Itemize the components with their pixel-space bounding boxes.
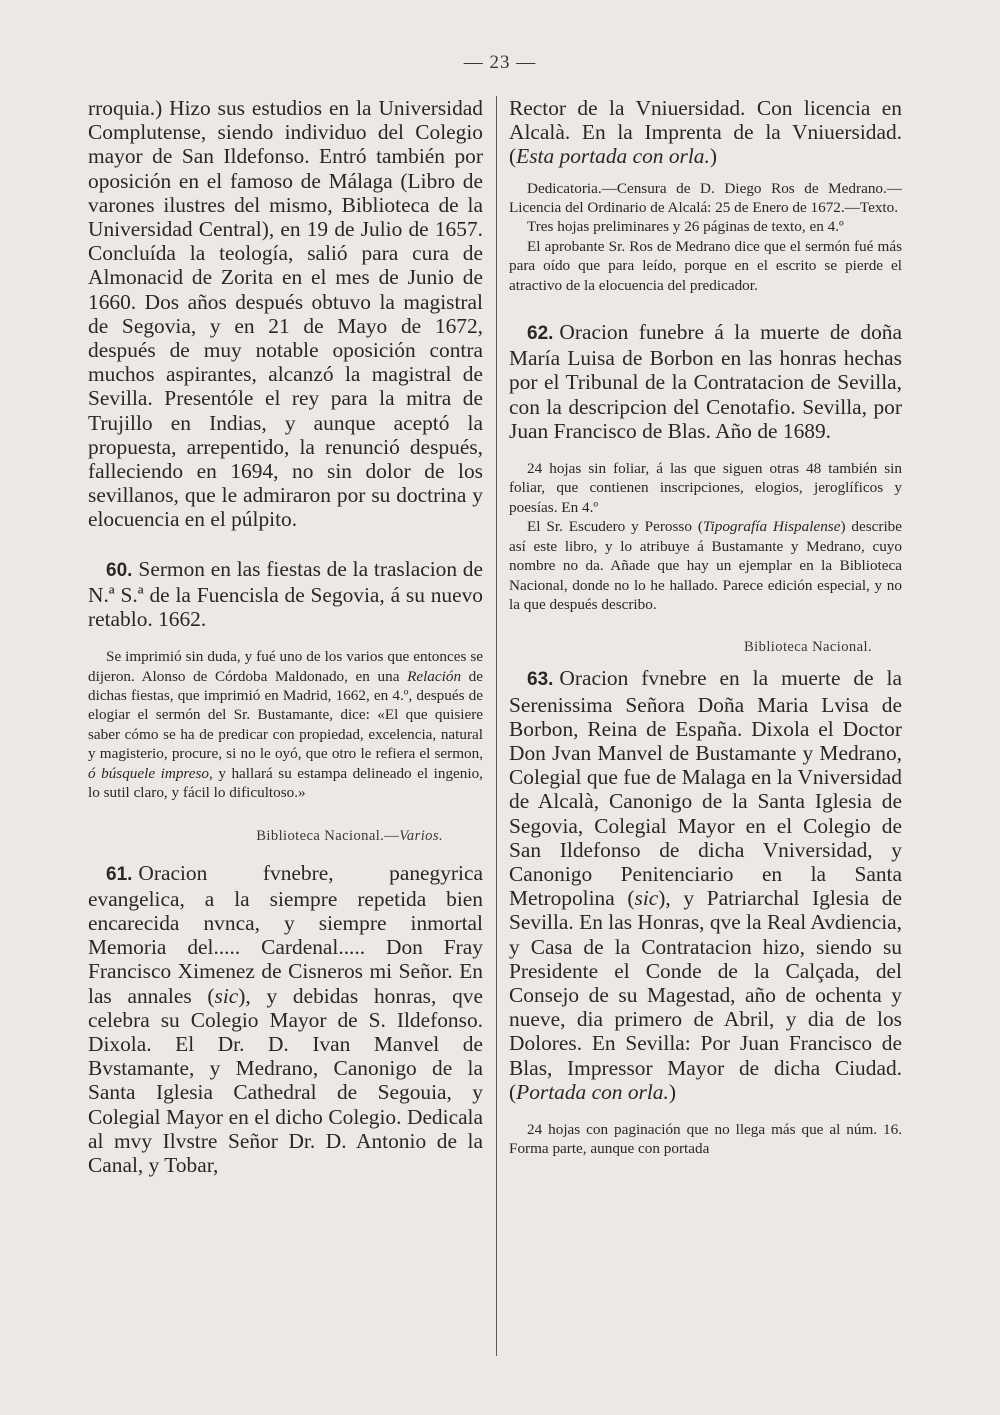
- entry-60-note: [88, 647, 483, 802]
- source-text: Biblioteca Nacional.—: [256, 827, 400, 844]
- entry-61-title: [88, 861, 483, 1178]
- entry-61-title-italic: sic: [214, 983, 239, 1008]
- column-divider: [496, 96, 497, 1356]
- entry-60-number: 60.: [106, 559, 133, 581]
- entry-63-note-1: 24 hojas con paginación que no llega más que al núm. 16. Forma parte, aunque con portada: [509, 1120, 902, 1158]
- entry-61-note-1: Dedicatoria.—Censura de D. Diego Ros de Medrano.—Licencia del Ordinario de Alcalá: 25 de Enero de 1672.—Texto.: [509, 179, 902, 217]
- entry-61-continued: [509, 96, 902, 169]
- entry-62-number: 62.: [527, 323, 554, 345]
- entry-63-title-italic: sic: [634, 886, 659, 911]
- entry-62-note-italic: Tipografía Hispalense: [702, 518, 841, 536]
- entry-62-title: [509, 320, 902, 443]
- entry-60-note-italic: ó búsquele impreso,: [88, 764, 213, 782]
- entry-62-source: Biblioteca Nacional.: [744, 639, 872, 656]
- entry-60-note-part: Se imprimió sin duda, y fué uno de los varios que entonces se dijeron. Alonso de Córdoba Maldonado, en una: [88, 648, 483, 685]
- entry-60-note-part: y hallará su estampa delineado el ingenio, lo sutil claro, y fácil lo dificultoso.»: [88, 764, 483, 802]
- entry-61-cont-part: ): [709, 144, 717, 169]
- right-column: [509, 96, 902, 1159]
- entry-63-number: 63.: [527, 669, 554, 691]
- entry-63-title-part: ), y Patriarchal Iglesia de Sevilla. En las Honras, qve la Real Avdiencia, y Casa de la Contratacion hizo, siendo su Presidente el Conde de la Calçada, del Consejo de su Magestad, año de ochenta y nueve, dia primero de Abril, y dia de los Dolores. En Sevilla: Por Juan Francisco de Blas, Impressor Mayor de dicha Ciudad. (: [509, 886, 902, 1104]
- entry-60-title-text: Sermon en las fiestas de la traslacion de N.ª S.ª de la Fuencisla de Segovia, á su nuevo retablo. 1662.: [88, 556, 483, 632]
- entry-60-note-part: de dichas fiestas, que imprimió en Madrid, 1662, en 4.º, después de elogiar el sermón del Sr. Bustamante, dice: «El que quisiere saber cómo se ha de predicar con propiedad, excelencia, natural y magisterio, procure, si no le oyó, que otro le refiera el sermon,: [88, 667, 484, 763]
- entry-60-source: [88, 828, 483, 845]
- entry-62-note-1: 24 hojas sin foliar, á las que siguen otras 48 también sin foliar, que contienen inscripciones, elogios, jeroglíficos y poesías. En 4.º: [509, 460, 902, 516]
- entry-62-note-2: [509, 517, 902, 614]
- entry-61-cont-part: Rector de la Vniuersidad. Con licencia en Alcalà. En la Imprenta de la Vniuersidad. (: [509, 96, 902, 169]
- entry-61-title-part: ), y debidas honras, qve celebra su Colegio Mayor de S. Ildefonso. Dixola. El Dr. D. Ivan Manvel de Bvstamante, y Medrano, Canonigo de la Santa Iglesia Cathedral de Segouia, y Colegial Mayor en el dicho Colegio. Dedicala al mvy Ilvstre Señor Dr. D. Antonio de la Canal, y Tobar,: [88, 983, 483, 1177]
- entry-61-note-2: Tres hojas preliminares y 26 páginas de texto, en 4.º: [527, 218, 844, 236]
- entry-61-note-3: El aprobante Sr. Ros de Medrano dice que el sermón fué más para oído que para leído, porque en el escrito se pierde el atractivo de la elocuencia del predicador.: [509, 237, 902, 294]
- entry-63-title: [509, 666, 902, 1104]
- left-column: [88, 96, 483, 1177]
- entry-63-title-part: Oracion fvnebre en la muerte de la Serenissima Señora Doña Maria Lvisa de Borbon, Reina de España. Dixola el Doctor Don Jvan Manvel de Bustamante y Medrano, Colegial que fue de Malaga en la Vniversidad de Alcalà, Canonigo de la Santa Iglesia de Segovia, Colegial Mayor en el Colegio de San Ildefonso de dicha Vniversidad, y Canonigo Penitenciario en la Santa Metropolina (: [509, 666, 902, 911]
- entry-60-title: [88, 557, 483, 632]
- entry-62-note-part: ) describe así este libro, y lo atribuye á Bustamante y Medrano, cuyo nombre no da. Añade que hay un ejemplar en la Biblioteca Nacional, donde no lo he hallado. Parece edición especial, y no la que después describo.: [509, 518, 903, 613]
- continued-paragraph: rroquia.) Hizo sus estudios en la Universidad Complutense, siendo individuo del Colegio mayor de San Ildefonso. Entró también por oposición en el famoso de Málaga (Libro de varones ilustres del mismo, Biblioteca de la Universidad Central), en 19 de Julio de 1657. Concluída la teología, salió para cura de Almonacid de Zorita en el mes de Junio de 1660. Dos años después obtuvo la magistral de Segovia, y en 21 de Mayo de 1672, después de muy notable oposición contra muchos aspirantes, alcanzó la magistral de Sevilla. Presentóle el rey para la mitra de Trujillo en Indias, y aunque aceptó la propuesta, arrepentido, la renunció después, falleciendo en 1694, no sin dolor de los sevillanos, que le admiraron por su doctrina y elocuencia en el púlpito.: [88, 96, 483, 532]
- entry-61-number: 61.: [106, 863, 133, 885]
- entry-61-title-part: Oracion fvnebre, panegyrica evangelica, a la siempre repetida bien encarecida nvnca, y siempre inmortal Memoria del..... Cardenal..... Don Fray Francisco Ximenez de Cisneros mi Señor. En las annales (: [88, 860, 483, 1008]
- entry-61-cont-italic: Esta portada con orla.: [516, 144, 710, 169]
- page-number: — 23 —: [463, 52, 537, 73]
- entry-63-title-italic: Portada con orla.: [516, 1079, 669, 1104]
- entry-63-title-part: ): [668, 1079, 676, 1104]
- entry-60-note-italic: Relación: [407, 667, 462, 685]
- entry-62-note-part: El Sr. Escudero y Perosso (: [527, 518, 703, 536]
- entry-62-title-text: Oracion funebre á la muerte de doña María Luisa de Borbon en las honras hechas por el Tribunal de la Contratacion de Sevilla, con la descripcion del Cenotafio. Sevilla, por Juan Francisco de Blas. Año de 1689.: [509, 320, 902, 443]
- source-italic: Varios.: [399, 827, 443, 844]
